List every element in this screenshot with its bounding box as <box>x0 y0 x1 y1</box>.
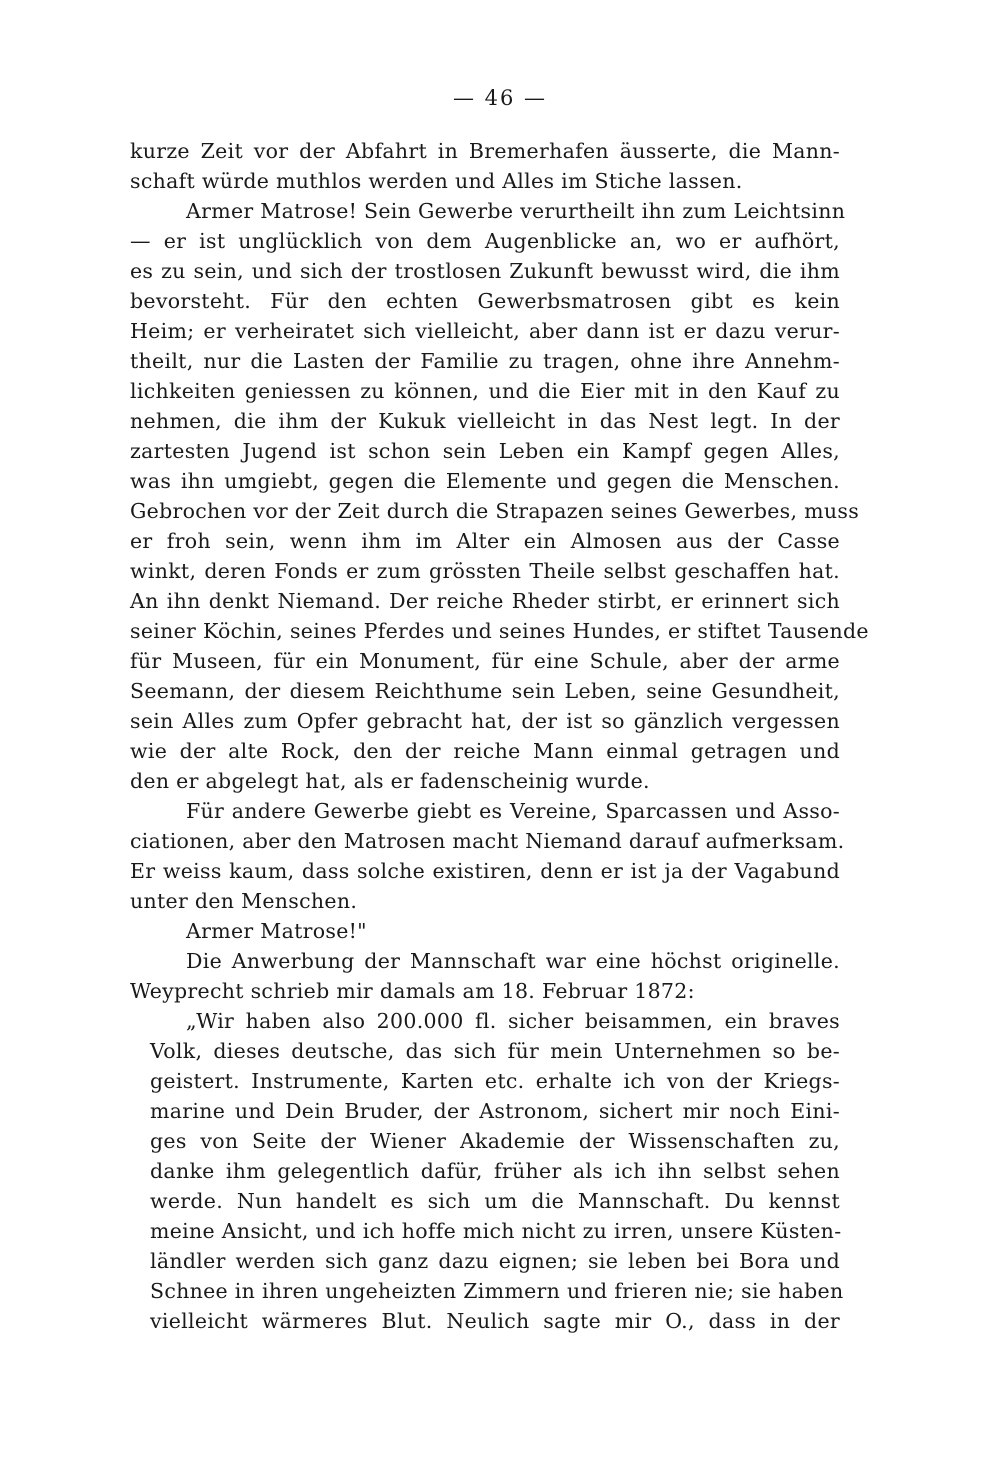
text-line: bevorsteht. Für den echten Gewerbsmatrosen gibt es kein <box>130 289 840 313</box>
text-line: Seemann, der diesem Reichthume sein Leben, seine Gesundheit, <box>130 679 840 703</box>
text-line: — er ist unglücklich von dem Augenblicke an, wo er aufhört, <box>130 229 840 253</box>
text-line: schaft würde muthlos werden und Alles im Stiche lassen. <box>130 169 743 193</box>
text-line: Weyprecht schrieb mir damals am 18. Februar 1872: <box>130 979 695 1003</box>
text-line: „Wir haben also 200.000 fl. sicher beisammen, ein braves <box>186 1009 840 1033</box>
text-line: ciationen, aber den Matrosen macht Niemand darauf aufmerksam. <box>130 829 845 853</box>
text-line: ges von Seite der Wiener Akademie der Wissenschaften zu, <box>150 1129 840 1153</box>
text-line: für Museen, für ein Monument, für eine Schule, aber der arme <box>130 649 840 673</box>
text-line: theilt, nur die Lasten der Familie zu tragen, ohne ihre Annehm- <box>130 349 840 373</box>
text-line: An ihn denkt Niemand. Der reiche Rheder stirbt, er erinnert sich <box>130 589 840 613</box>
text-line: was ihn umgiebt, gegen die Elemente und gegen die Menschen. <box>130 469 840 493</box>
text-line: lichkeiten geniessen zu können, und die Eier mit in den Kauf zu <box>130 379 840 403</box>
text-line: nehmen, die ihm der Kukuk vielleicht in das Nest legt. In der <box>130 409 840 433</box>
text-line: vielleicht wärmeres Blut. Neulich sagte mir O., dass in der <box>150 1309 840 1333</box>
text-line: Armer Matrose!" <box>186 919 367 943</box>
text-line: geistert. Instrumente, Karten etc. erhalte ich von der Kriegs- <box>150 1069 840 1093</box>
text-line: es zu sein, und sich der trostlosen Zukunft bewusst wird, die ihm <box>130 259 840 283</box>
text-line: er froh sein, wenn ihm im Alter ein Almosen aus der Casse <box>130 529 840 553</box>
text-line: danke ihm gelegentlich dafür, früher als ich ihn selbst sehen <box>150 1159 840 1183</box>
text-line: den er abgelegt hat, als er fadenscheinig wurde. <box>130 769 650 793</box>
text-line: werde. Nun handelt es sich um die Mannschaft. Du kennst <box>150 1189 840 1213</box>
text-line: Heim; er verheiratet sich vielleicht, aber dann ist er dazu verur- <box>130 319 840 343</box>
text-line: meine Ansicht, und ich hoffe mich nicht zu irren, unsere Küsten- <box>150 1219 842 1243</box>
text-line: winkt, deren Fonds er zum grössten Theile selbst geschaffen hat. <box>130 559 840 583</box>
text-line: seiner Köchin, seines Pferdes und seines Hundes, er stiftet Tausende <box>130 619 869 643</box>
text-line: unter den Menschen. <box>130 889 358 913</box>
text-line: Für andere Gewerbe giebt es Vereine, Sparcassen und Asso- <box>186 799 840 823</box>
text-line: marine und Dein Bruder, der Astronom, sichert mir noch Eini- <box>150 1099 840 1123</box>
text-line: ländler werden sich ganz dazu eignen; sie leben bei Bora und <box>150 1249 840 1273</box>
text-line: sein Alles zum Opfer gebracht hat, der ist so gänzlich vergessen <box>130 709 840 733</box>
text-line: Volk, dieses deutsche, das sich für mein Unternehmen so be- <box>150 1039 840 1063</box>
text-line: Er weiss kaum, dass solche existiren, denn er ist ja der Vagabund <box>130 859 840 883</box>
text-line: Armer Matrose! Sein Gewerbe verurtheilt ihn zum Leichtsinn <box>186 199 846 223</box>
text-line: kurze Zeit vor der Abfahrt in Bremerhafen äusserte, die Mann- <box>130 139 840 163</box>
text-line: Gebrochen vor der Zeit durch die Strapazen seines Gewerbes, muss <box>130 499 860 523</box>
text-line: zartesten Jugend ist schon sein Leben ein Kampf gegen Alles, <box>130 439 840 463</box>
text-line: wie der alte Rock, den der reiche Mann einmal getragen und <box>130 739 840 763</box>
text-line: Schnee in ihren ungeheizten Zimmern und frieren nie; sie haben <box>150 1279 844 1303</box>
text-line: Die Anwerbung der Mannschaft war eine höchst originelle. <box>186 949 840 973</box>
page-number: — 46 — <box>452 86 548 110</box>
